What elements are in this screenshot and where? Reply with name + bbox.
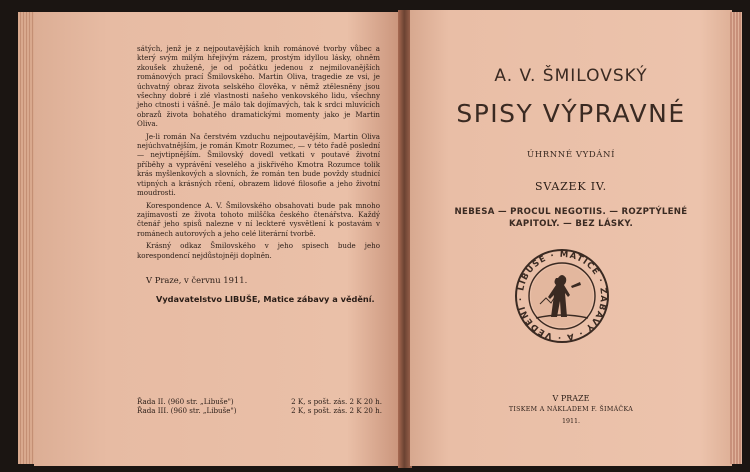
volume-line: SVAZEK IV. [535,180,607,193]
contents-list [440,206,702,230]
edition-line: ÚHRNNÉ VYDÁNÍ [526,150,616,160]
publisher-seal-icon [514,248,610,344]
publisher-line: Vydavatelstvo LIBUŠE, Matice zábavy a vědění. [156,294,375,304]
paragraph: Je-li román Na čerstvém vzduchu nejpoutavějším, Martin Oliva nejúchvatnějším, je román Kmotr Rozumec, — v této řadě poslední — nejvtipnějším. Šmilovský dovedl vetkati v poutavé životní příběhy a vyprávění veselého a jiskřivého Kmotra Rozumce tolik krás myšlenkových a slovních, že román ten bude povždy studnicí vtipných a krásných rčení, obrazem lidové filosofie a jeho životní moudrosti. [137,131,380,198]
imprint-place: V PRAZE [552,394,590,403]
imprint-printer: TISKEM A NÁKLADEM F. ŠIMÁČKA [508,406,634,413]
book-title: SPISY VÝPRAVNÉ [456,99,686,128]
series-price: 2 K, s pošt. zás. 2 K 20 h. [291,397,382,406]
series-row [137,397,382,406]
series-label: Řada II. (960 str. „Libuše") [137,397,234,406]
date-line: V Praze, v červnu 1911. [146,275,248,285]
svg-text:LIBUŠE · MATICE · ZÁBAVY · A ·: LIBUŠE · MATICE · ZÁBAVY · A · VĚDĚNÍ · [515,249,609,343]
series-label: Řada III. (960 str. „Libuše") [137,406,237,416]
paragraph: Krásný odkaz Šmilovského v jeho spisech bude jeho korespondencí nejdůstojněji doplněn. [137,241,380,260]
series-row [137,406,382,415]
contents-line: KAPITOLY. — BEZ LÁSKY. [508,219,634,229]
series-price-list [137,397,382,416]
paragraph: sátých, jenž je z nejpoutavějších knih románové tvorby vůbec a který svým milým hřejivým rázem, prostým idyllou lásky, ohněm zkoušek zhuženě, je od počátku jedenou z nejmilovanějších románových prací Šmilovského. Martin Oliva, tragedie ze vsi, je úchvatný obraz života selského člověka, v němž ztělesněny jsou všechny dobré i zlé vlastnosti našeho venkovského lidu, všechny jeho ctnosti i vášně. Je málo tak dojímavých, tak k srdci mluvících obrazů života bohatého dramatickými momenty jako je Martin Oliva. [137,44,380,129]
series-price: 2 K, s pošt. zás. 2 K 20 h. [291,406,382,416]
paragraph: Korespondence A. V. Šmilovského obsahovati bude pak mnoho zajímavostí ze života tohoto milščka českého čtenářstva. Každý čtenář jeho spisů nalezne v ní leckteré vysvětlení k postavám v románech autorových a jeho celé literární tvorbě. [137,200,380,238]
author-name: A. V. ŠMILOVSKÝ [494,66,648,86]
left-page-text [137,44,380,260]
imprint-year: 1911. [561,418,581,425]
contents-line: NEBESA — PROCUL NEGOTIIS. — ROZPTÝLENÉ [454,207,688,217]
